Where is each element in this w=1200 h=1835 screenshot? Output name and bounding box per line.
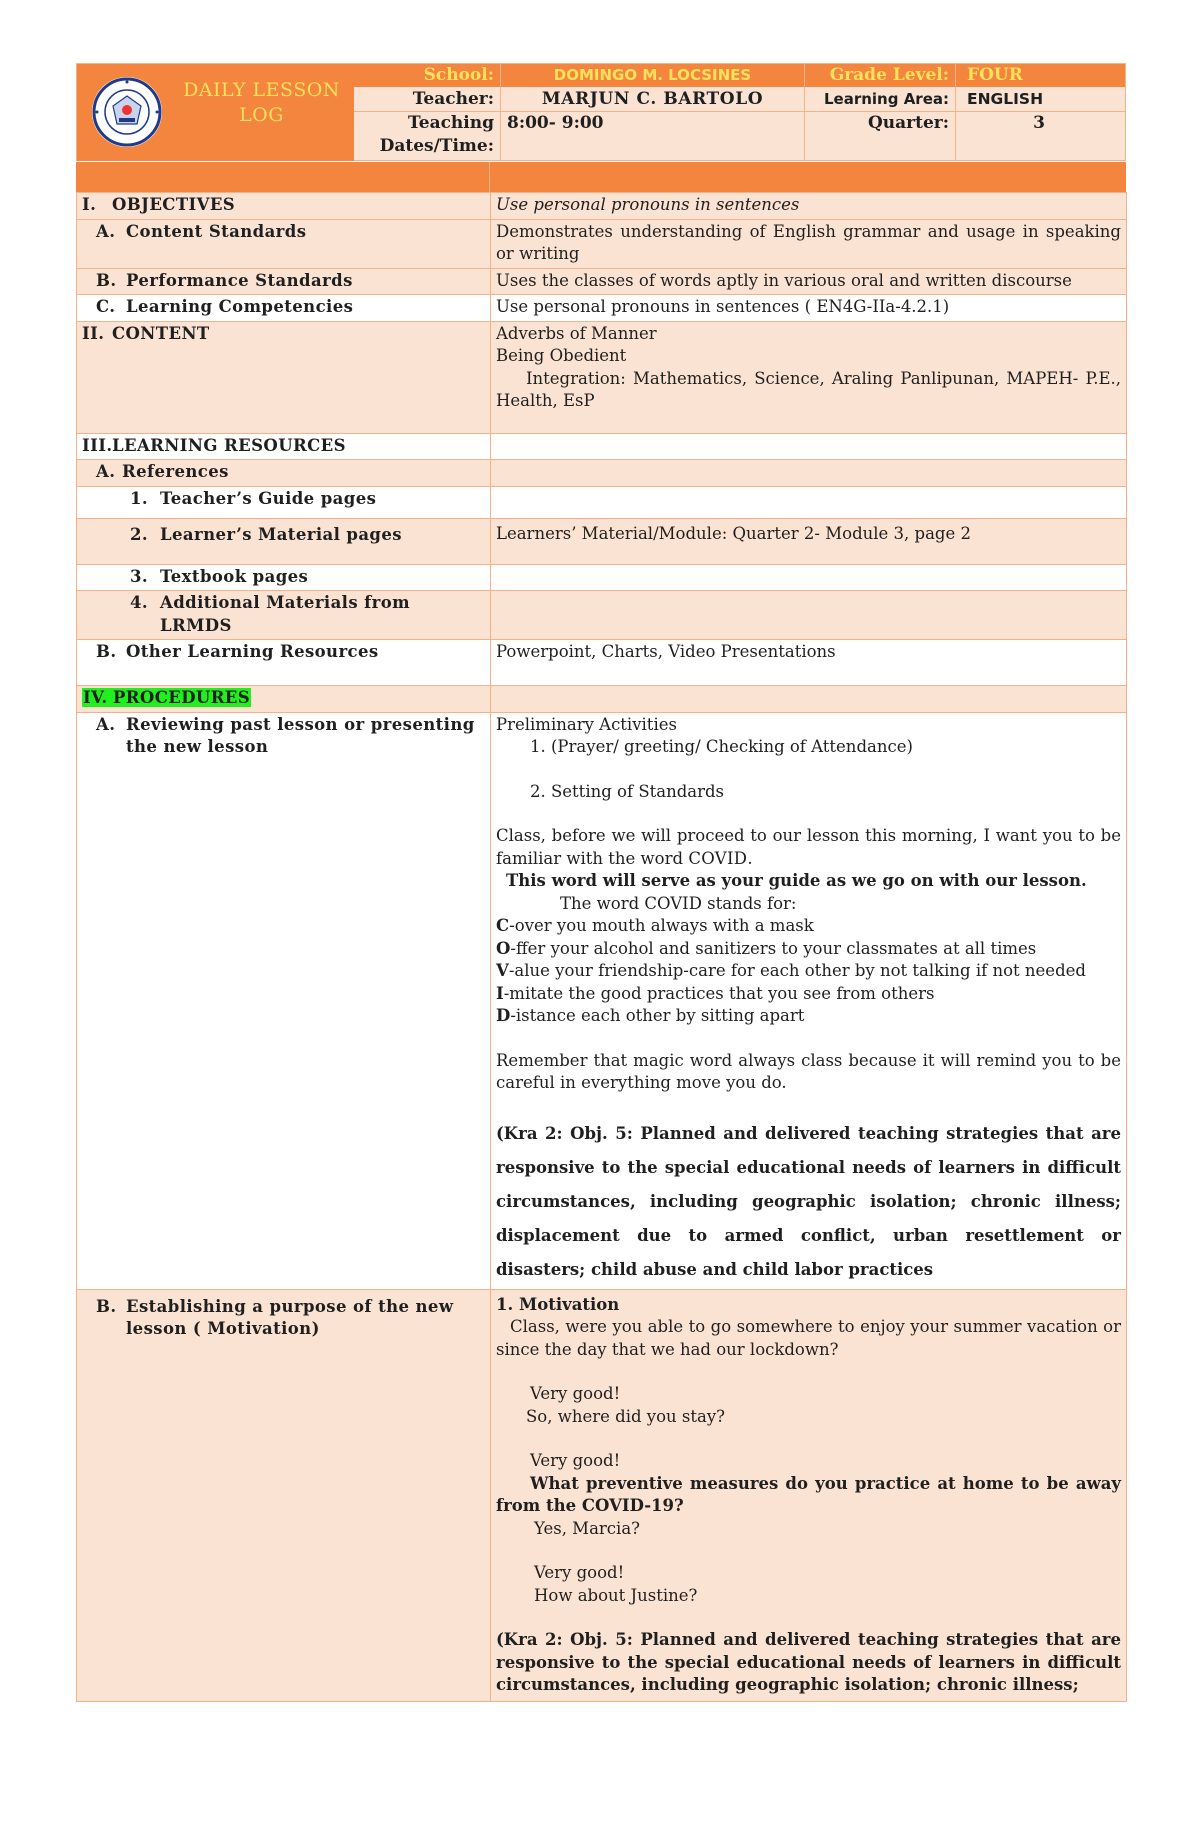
objectives-heading: OBJECTIVES [112,195,236,214]
motivation-heading: 1. Motivation [496,1294,620,1314]
section-number: IV. [83,688,108,707]
resources-heading: LEARNING RESOURCES [112,435,346,455]
learning-competencies-value: Use personal pronouns in sentences ( EN4G-IIa-4.2.1) [491,295,1127,322]
table-row [77,591,1127,640]
item-mark: B. [96,270,117,290]
item-mark: B. [96,1296,117,1316]
table-row [77,686,1127,713]
table-row [77,268,1127,295]
learners-material-label: Learner’s Material pages [160,524,402,544]
school-label: School: [423,65,494,85]
procedures-heading-highlight [82,688,251,707]
header-block [76,63,1126,161]
procedure-line: 1. (Prayer/ greeting/ Checking of Attendance) [530,737,913,756]
procedure-line: 2. Setting of Standards [530,781,725,801]
table-row [77,486,1127,518]
section-band [76,162,1126,192]
header-divider [804,64,805,160]
procedures-heading: PROCEDURES [113,688,251,707]
performance-standards-label: Performance Standards [126,270,353,290]
motivation-line: How about Justine? [534,1585,698,1605]
motivation-line: Yes, Marcia? [534,1518,641,1538]
objectives-value: Use personal pronouns in sentences [491,193,1127,220]
item-mark: 4. [130,593,149,612]
lesson-log-page [76,63,1126,1702]
table-row [77,712,1127,1289]
textbook-label: Textbook pages [160,566,309,586]
item-mark: C. [96,297,116,316]
other-resources-value: Powerpoint, Charts, Video Presentations [491,640,1127,686]
table-row [77,321,1127,433]
teacher-label: Teacher: [412,89,494,109]
kra-note: (Kra 2: Obj. 5: Planned and delivered teaching strategies that are responsive to the special educational needs of learners in difficult circumstances, including geographic isolation; chronic illness; [496,1630,1121,1694]
item-mark: 3. [130,566,149,586]
covid-line: O-ffer your alcohol and sanitizers to your classmates at all times [496,938,1037,958]
covid-line: V-alue your friendship-care for each other by not talking if not needed [496,961,1086,980]
content-standards-value: Demonstrates understanding of English grammar and usage in speaking or writing [491,219,1127,268]
motivation-line: Very good! [530,1384,621,1403]
section-number: I. [82,195,97,214]
motivation-label: Establishing a purpose of the new lesson ( Motivation) [126,1296,454,1338]
table-row [77,460,1127,487]
dates-label-1: Teaching [408,113,494,133]
table-row [77,219,1127,268]
table-row [77,518,1127,564]
table-row [77,1289,1127,1701]
motivation-line: Very good! [534,1563,625,1582]
item-mark: A. [96,221,116,241]
lesson-table [76,192,1127,1702]
item-mark: 1. [130,488,149,508]
content-standards-label: Content Standards [126,221,307,241]
table-row [77,640,1127,686]
other-resources-label: Other Learning Resources [126,642,379,661]
table-row [77,295,1127,322]
document-title: DAILY LESSON LOG [183,79,340,126]
quarter-label: Quarter: [867,113,949,133]
learning-area-value: ENGLISH [967,90,1044,108]
covid-line: D-istance each other by sitting apart [496,1006,805,1025]
procedure-paragraph: Remember that magic word always class because it will remind you to be careful in everything move you do. [496,1050,1121,1092]
content-line: Being Obedient [496,346,627,365]
table-row [77,193,1127,220]
section-number: II. [82,323,105,343]
procedure-line: This word will serve as your guide as we go on with our lesson. [506,871,1087,890]
covid-line: C-over you mouth always with a mask [496,916,814,935]
header-divider [955,64,956,160]
motivation-line: Class, were you able to go somewhere to enjoy your summer vacation or since the day that we had our lockdown? [496,1317,1121,1359]
quarter-value: 3 [1033,113,1045,133]
school-value: DOMINGO M. LOCSINES [553,66,752,84]
teachers-guide-label: Teacher’s Guide pages [160,488,377,508]
content-heading: CONTENT [112,323,210,343]
procedure-line: The word COVID stands for: [560,893,797,913]
item-mark: A. [96,714,116,734]
item-mark: B. [96,642,117,661]
additional-materials-label: Additional Materials from LRMDS [160,593,411,635]
kra-note: (Kra 2: Obj. 5: Planned and delivered teaching strategies that are responsive to the special educational needs of learners in difficult circumstances, including geographic isolation; chronic illness; displacement due to armed conflict, urban resettlement or disasters; child abuse and child labor practices [496,1123,1121,1279]
table-row [77,433,1127,460]
learning-competencies-label: Learning Competencies [126,297,354,316]
logo-box [77,64,354,161]
dates-value: 8:00- 9:00 [507,113,604,133]
procedure-paragraph: Class, before we will proceed to our lesson this morning, I want you to be familiar with the word COVID. [496,826,1121,868]
learners-material-value: Learners’ Material/Module: Quarter 2- Module 3, page 2 [491,518,1127,564]
performance-standards-value: Uses the classes of words aptly in various oral and written discourse [491,268,1127,295]
deped-seal-icon [91,76,163,148]
references-label: References [122,462,229,481]
content-line: Adverbs of Manner [496,323,657,343]
section-number: III. [82,435,113,455]
header-divider [500,64,501,160]
covid-line: I-mitate the good practices that you see from others [496,983,935,1003]
dates-label-2: Dates/Time: [379,136,494,156]
reviewing-label: Reviewing past lesson or presenting the new lesson [126,714,475,756]
grade-label: Grade Level: [829,65,949,85]
motivation-line: So, where did you stay? [526,1406,726,1426]
motivation-line: What preventive measures do you practice at home to be away from the COVID-19? [496,1473,1121,1515]
table-row [77,564,1127,591]
item-mark: 2. [130,524,149,544]
motivation-line: Very good! [530,1451,621,1470]
content-integration: Integration: Mathematics, Science, Araling Panlipunan, MAPEH- P.E., Health, EsP [496,368,1121,410]
item-mark: A. [96,462,116,481]
learning-area-label: Learning Area: [823,90,949,108]
grade-value: FOUR [967,65,1023,85]
teacher-value: MARJUN C. BARTOLO [541,89,764,109]
header-divider [354,111,1125,112]
procedure-line: Preliminary Activities [496,714,677,734]
